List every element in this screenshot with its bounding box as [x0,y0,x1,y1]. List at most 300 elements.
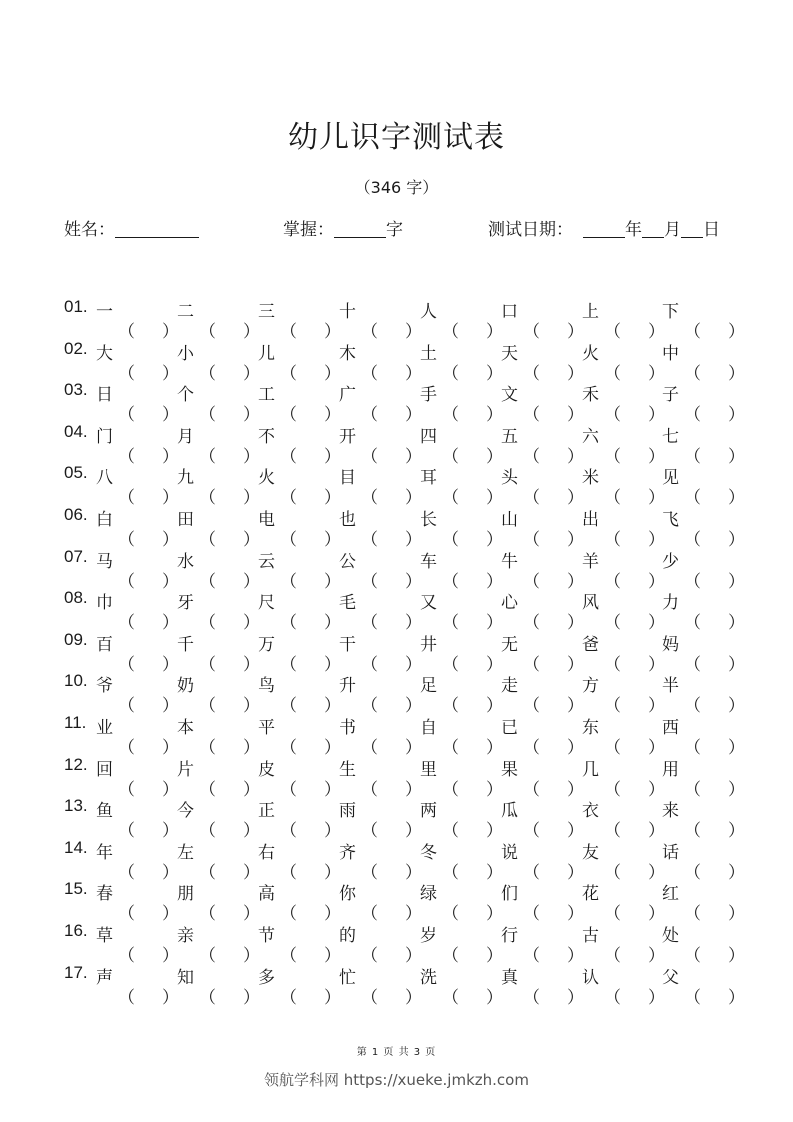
open-paren: （ [199,571,216,592]
test-character: 鸟 [258,676,275,697]
test-character: 电 [258,509,275,530]
close-paren: ） [243,945,260,966]
open-paren: （ [199,862,216,883]
open-paren: （ [442,613,459,634]
close-paren: ） [243,488,260,509]
character-item [339,963,422,1008]
test-character: 认 [582,967,599,988]
character-item [339,755,422,800]
close-paren: ） [728,363,745,384]
character-item [582,339,665,384]
close-paren: ） [405,529,422,550]
character-item [582,755,665,800]
close-paren: ） [486,904,503,925]
character-item [339,297,422,342]
test-character: 一 [96,302,113,322]
test-character: 声 [96,967,113,988]
character-item [420,463,503,509]
open-paren: （ [199,529,216,550]
table-row [64,329,745,384]
character-item [339,380,422,426]
close-paren: ） [728,571,745,592]
close-paren: ） [405,446,422,467]
test-character: 又 [420,593,437,614]
open-paren: （ [604,737,621,758]
row-number: 13. [64,796,88,816]
open-paren: （ [118,488,135,509]
close-paren: ） [324,322,341,342]
close-paren: ） [243,613,260,634]
close-paren: ） [567,654,584,675]
test-character: 下 [662,302,679,322]
close-paren: ） [324,363,341,384]
open-paren: （ [118,821,135,842]
test-character: 正 [258,801,275,822]
open-paren: （ [442,987,459,1008]
open-paren: （ [118,779,135,800]
character-item [420,921,503,966]
test-character: 片 [177,759,194,780]
close-paren: ） [405,862,422,883]
test-character: 文 [501,385,518,406]
close-paren: ） [162,696,179,717]
table-row [64,869,745,925]
character-item [258,505,341,550]
open-paren: （ [523,322,540,342]
character-item [662,297,745,342]
test-character: 耳 [420,468,437,489]
row-number: 17. [64,962,88,982]
open-paren: （ [442,821,459,842]
open-paren: （ [118,904,135,925]
open-paren: （ [199,821,216,842]
open-paren: （ [280,904,297,925]
character-item [96,380,179,426]
character-item [420,755,503,800]
test-character: 已 [501,717,518,738]
test-character: 尺 [258,593,275,614]
close-paren: ） [324,737,341,758]
open-paren: （ [523,987,540,1008]
open-paren: （ [604,529,621,550]
close-paren: ） [567,987,584,1008]
open-paren: （ [361,363,378,384]
character-item [96,921,179,966]
test-character: 来 [662,801,679,822]
close-paren: ） [324,945,341,966]
character-item [96,588,179,634]
character-item [339,796,422,842]
test-character: 人 [420,302,437,322]
test-character: 奶 [177,676,194,697]
test-character: 升 [339,676,356,697]
open-paren: （ [280,654,297,675]
test-character: 三 [258,302,275,322]
close-paren: ） [728,446,745,467]
test-character: 话 [662,842,679,863]
character-item [96,713,179,758]
character-item [339,547,422,592]
close-paren: ） [728,529,745,550]
char-count-subtitle: （346 字） [354,178,439,197]
close-paren: ） [243,322,260,342]
character-item [582,838,665,883]
open-paren: （ [604,322,621,342]
table-row [64,786,745,842]
character-item [258,463,341,509]
open-paren: （ [361,779,378,800]
open-paren: （ [118,613,135,634]
close-paren: ） [243,405,260,426]
table-row [64,287,745,342]
open-paren: （ [118,529,135,550]
test-character: 右 [258,842,275,863]
character-item [96,422,179,467]
test-character: 亲 [177,925,194,946]
test-character: 红 [662,884,679,905]
row-number: 09. [64,629,88,649]
test-character: 左 [177,842,194,863]
character-item [96,463,179,509]
close-paren: ） [486,405,503,426]
character-item [96,963,179,1008]
open-paren: （ [523,488,540,509]
character-item [501,422,584,467]
open-paren: （ [118,654,135,675]
open-paren: （ [442,363,459,384]
test-character: 足 [420,676,437,697]
close-paren: ） [728,987,745,1008]
test-character: 处 [662,925,679,946]
close-paren: ） [405,363,422,384]
test-character: 风 [582,593,599,614]
character-item [662,588,745,634]
open-paren: （ [523,904,540,925]
open-paren: （ [684,488,701,509]
table-row [64,828,745,883]
open-paren: （ [523,529,540,550]
open-paren: （ [118,945,135,966]
character-item [96,838,179,883]
close-paren: ） [486,987,503,1008]
test-character: 生 [339,759,356,780]
open-paren: （ [523,446,540,467]
character-item [420,879,503,925]
character-item [177,547,260,592]
test-character: 西 [662,717,679,738]
close-paren: ） [162,737,179,758]
test-character: 田 [177,509,194,530]
test-character: 父 [662,967,679,988]
close-paren: ） [567,446,584,467]
open-paren: （ [684,571,701,592]
open-paren: （ [684,613,701,634]
table-row [64,537,745,592]
close-paren: ） [324,446,341,467]
open-paren: （ [684,529,701,550]
close-paren: ） [405,987,422,1008]
row-number: 04. [64,421,88,441]
test-character: 个 [177,385,194,406]
close-paren: ） [405,945,422,966]
test-character: 节 [258,925,275,946]
month-blank[interactable] [642,219,664,238]
row-number: 03. [64,380,88,400]
open-paren: （ [442,488,459,509]
character-item [177,921,260,966]
open-paren: （ [280,405,297,426]
character-item [96,505,179,550]
character-item [420,838,503,883]
test-date-field [488,215,720,240]
open-paren: （ [523,737,540,758]
row-number: 10. [64,671,88,691]
test-character: 牛 [501,551,518,572]
character-item [96,796,179,842]
character-item [177,422,260,467]
character-item [662,463,745,509]
close-paren: ） [162,904,179,925]
open-paren: （ [684,904,701,925]
test-character: 岁 [420,925,437,946]
close-paren: ） [648,821,665,842]
character-item [420,422,503,467]
character-item [420,547,503,592]
character-item [96,879,179,925]
name-label: 姓名： [64,220,115,240]
test-character: 土 [420,343,437,364]
open-paren: （ [280,613,297,634]
character-item [339,713,422,758]
close-paren: ） [162,987,179,1008]
character-item [177,339,260,384]
character-item [582,463,665,509]
test-character: 友 [582,842,599,863]
test-character: 四 [420,426,437,447]
open-paren: （ [684,779,701,800]
open-paren: （ [361,945,378,966]
test-character: 小 [177,343,194,364]
test-character: 真 [501,967,518,988]
test-character: 万 [258,634,275,655]
open-paren: （ [604,696,621,717]
close-paren: ） [567,322,584,342]
character-item [501,339,584,384]
close-paren: ） [162,862,179,883]
test-character: 东 [582,717,599,738]
close-paren: ） [567,613,584,634]
close-paren: ） [243,821,260,842]
close-paren: ） [567,779,584,800]
close-paren: ） [243,696,260,717]
character-item [662,505,745,550]
open-paren: （ [684,987,701,1008]
footer-watermark: 领航学科网 https://xueke.jmkzh.com [264,1071,529,1089]
test-character: 飞 [662,509,679,530]
character-item [420,588,503,634]
open-paren: （ [361,862,378,883]
year-blank[interactable] [583,219,625,238]
open-paren: （ [523,613,540,634]
close-paren: ） [405,488,422,509]
open-paren: （ [280,363,297,384]
close-paren: ） [243,779,260,800]
close-paren: ） [567,405,584,426]
close-paren: ） [486,696,503,717]
open-paren: （ [361,405,378,426]
table-row [64,703,745,758]
test-character: 公 [339,551,356,572]
close-paren: ） [728,405,745,426]
close-paren: ） [648,488,665,509]
close-paren: ） [648,696,665,717]
character-item [582,505,665,550]
open-paren: （ [199,613,216,634]
mastery-field [283,215,403,240]
open-paren: （ [523,571,540,592]
test-character: 衣 [582,801,599,822]
character-item [420,963,503,1008]
character-item [501,630,584,675]
character-item [177,755,260,800]
test-character: 白 [96,509,113,530]
character-item [258,879,341,925]
open-paren: （ [523,862,540,883]
close-paren: ） [728,322,745,342]
test-character: 火 [582,343,599,364]
open-paren: （ [280,696,297,717]
close-paren: ） [324,571,341,592]
table-row [64,370,745,426]
open-paren: （ [604,571,621,592]
open-paren: （ [684,737,701,758]
open-paren: （ [684,862,701,883]
close-paren: ） [728,779,745,800]
close-paren: ） [243,904,260,925]
close-paren: ） [324,904,341,925]
day-blank[interactable] [681,219,703,238]
close-paren: ） [243,529,260,550]
test-character: 百 [96,634,113,655]
character-item [339,463,422,509]
open-paren: （ [118,696,135,717]
close-paren: ） [567,821,584,842]
character-item [662,671,745,717]
close-paren: ） [648,322,665,342]
character-item [177,463,260,509]
test-character: 中 [662,343,679,364]
test-character: 忙 [339,967,356,988]
character-item [582,796,665,842]
test-character: 几 [582,759,599,780]
page-title: 幼儿识字测试表 [288,120,505,155]
close-paren: ） [405,737,422,758]
close-paren: ） [405,821,422,842]
test-character: 书 [339,717,356,738]
close-paren: ） [728,821,745,842]
close-paren: ） [405,654,422,675]
day-label: 日 [703,220,720,240]
character-item [339,630,422,675]
character-item [501,879,584,925]
table-row [64,412,745,467]
character-item [177,297,260,342]
character-item [662,879,745,925]
open-paren: （ [604,405,621,426]
close-paren: ） [486,737,503,758]
character-item [662,547,745,592]
character-item [501,755,584,800]
test-character: 长 [420,509,437,530]
open-paren: （ [280,779,297,800]
close-paren: ） [405,779,422,800]
test-character: 水 [177,551,194,572]
test-character: 天 [501,343,518,364]
close-paren: ） [324,529,341,550]
character-item [339,422,422,467]
character-item [582,713,665,758]
test-character: 年 [96,842,113,863]
open-paren: （ [604,821,621,842]
close-paren: ） [162,654,179,675]
test-character: 无 [501,634,518,655]
character-item [662,963,745,1008]
character-item [662,796,745,842]
character-item [96,630,179,675]
character-item [96,671,179,717]
test-character: 禾 [582,385,599,406]
open-paren: （ [604,613,621,634]
open-paren: （ [199,363,216,384]
open-paren: （ [523,363,540,384]
close-paren: ） [728,654,745,675]
table-row [64,453,745,509]
character-item [420,796,503,842]
open-paren: （ [361,654,378,675]
test-character: 子 [662,385,679,406]
close-paren: ） [648,571,665,592]
open-paren: （ [604,488,621,509]
mastery-blank[interactable] [334,219,386,238]
character-item [501,838,584,883]
name-blank[interactable] [115,219,199,238]
character-item [339,921,422,966]
open-paren: （ [604,654,621,675]
close-paren: ） [486,821,503,842]
open-paren: （ [199,405,216,426]
test-character: 门 [96,426,113,447]
row-number: 11. [64,712,87,732]
character-item [501,505,584,550]
character-item [582,380,665,426]
close-paren: ） [567,904,584,925]
character-item [177,380,260,426]
character-item [582,671,665,717]
character-item [258,796,341,842]
close-paren: ） [486,613,503,634]
close-paren: ） [486,862,503,883]
test-character: 口 [501,302,518,322]
test-character: 鱼 [96,801,113,822]
row-number: 14. [64,837,88,857]
table-row [64,495,745,550]
character-item [582,297,665,342]
character-item [662,630,745,675]
character-item [420,630,503,675]
open-paren: （ [604,904,621,925]
close-paren: ） [162,488,179,509]
test-character: 出 [582,509,599,530]
